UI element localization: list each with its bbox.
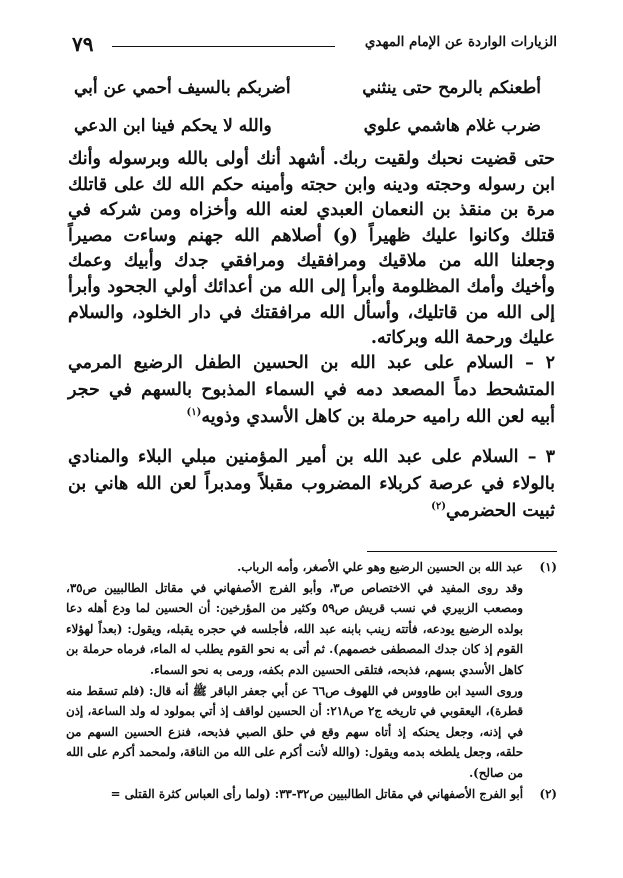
footnote-text: وقد روى المفيد في الاختصاص ص٣، وأبو الفرج الأصفهاني في مقاتل الطالبيين ص٣٥، ومصعب الزبيري في نسب قريش ص٥٩ وكثير من المؤرخين: أن الحسين لما ودع أهله دعا بولده الرضيع يودعه، فأتته زينب بابنه عبد الله، فأجلسه في حجره يقبله، ويقول: (بعداً لهؤلاء القوم إذ كان جدك المصطفى خصمهم). ثم أتى به نحو القوم يطلب له الماء، فرماه حرملة بن كاهل الأسدي بسهم، فذبحه، فتلقى الحسين الدم بكفه، ورمى به نحو السماء. xyxy=(66,580,524,677)
footnote-text: وروى السيد ابن طاووس في اللهوف ص٦٦ عن أبي جعفر الباقر ﷺ أنه قال: (فلم تسقط منه قطرة)، اليعقوبي في تاريخه ج٢ ص٢١٨: أن الحسين لواقف إذ أتي بمولود له ولد الساعة، إذن في إذنه، وجعل يحنكه إذ أتاه سهم وقع في حلق الصبي فذبحه، فنزع الحسين السهم من حلقه، وجعل يلطخه بدمه ويقول: (والله لأنت أكرم على الله من الناقة، ولمحمد أكرم على الله من صالح). xyxy=(66,683,524,780)
body-paragraph xyxy=(68,147,555,352)
running-title: الزيارات الواردة عن الإمام المهدي xyxy=(364,34,557,50)
ziyara-salutation-2 xyxy=(68,350,555,431)
paragraph-text: ٢ – السلام على عبد الله بن الحسين الطفل الرضيع المرمي المتشحط دماً المصعد دمه في السماء المذبوح بالسهم في حجر أبيه لعن الله راميه حرملة بن كاهل الأسدي وذويه xyxy=(68,353,555,427)
footnote-text: عبد الله بن الحسين الرضيع وهو علي الأصغر، وأمه الرباب. xyxy=(237,560,523,574)
footnote xyxy=(66,784,557,805)
page-header xyxy=(72,32,557,58)
footnote-text: أبو الفرج الأصفهاني في مقاتل الطالبيين ص٣٢-٣٣: (ولما رأى العباس كثرة القتلى = xyxy=(110,786,523,801)
header-rule xyxy=(112,46,335,47)
verse-first-hemistich: ضرب غلام هاشمي علوي xyxy=(363,116,541,136)
footnote-number: (١) xyxy=(539,560,557,574)
paragraph-text: حتى قضيت نحبك ولقيت ربك. أشهد أنك أولى بالله وبرسوله وأنك ابن رسوله وحجته ودينه وابن حجته وأمينه حكم الله لك على قاتلك مرة بن منقذ بن النعمان العبدي لعنه الله وأخزاه ومن شركه في قتلك وكانوا عليك ظهيراً (و) أصلاهم الله جهنم وساءت مصيراً وجعلنا الله من ملاقيك ومرافقيك ومرافقي جدك وأبيك وعمك وأخيك وأمك المظلومة وأبرأ إلى الله من أعدائك أولي الجحود وأبرأ إلى الله من قاتليك، وأسأل الله مرافقتك في دار الخلود، والسلام عليك ورحمة الله وبركاته. xyxy=(68,149,555,349)
footnote-reference[interactable]: (٢) xyxy=(431,501,446,513)
footnote-separator xyxy=(367,551,557,552)
footnotes xyxy=(66,557,557,804)
verse-first-hemistich: أطعنكم بالرمح حتى ينثني xyxy=(362,78,541,98)
footnote xyxy=(66,557,557,784)
paragraph-text: ٣ – السلام على عبد الله بن أمير المؤمنين مبلي البلاء والمنادي بالولاء في عرصة كربلاء المضروب مقبلاً ومدبراً لعن الله هاني بن ثبيت الحضرمي xyxy=(68,447,555,521)
poem-verse xyxy=(74,78,541,106)
verse-second-hemistich: والله لا يحكم فينا ابن الدعي xyxy=(74,116,272,136)
poem-verse xyxy=(74,116,541,144)
footnote-number: (٢) xyxy=(539,786,557,801)
page-number: ٧٩ xyxy=(72,32,94,56)
footnote-reference[interactable]: (١) xyxy=(186,407,202,419)
ziyara-salutation-3 xyxy=(68,444,555,525)
verse-second-hemistich: أضربكم بالسيف أحمي عن أبي xyxy=(74,78,291,98)
